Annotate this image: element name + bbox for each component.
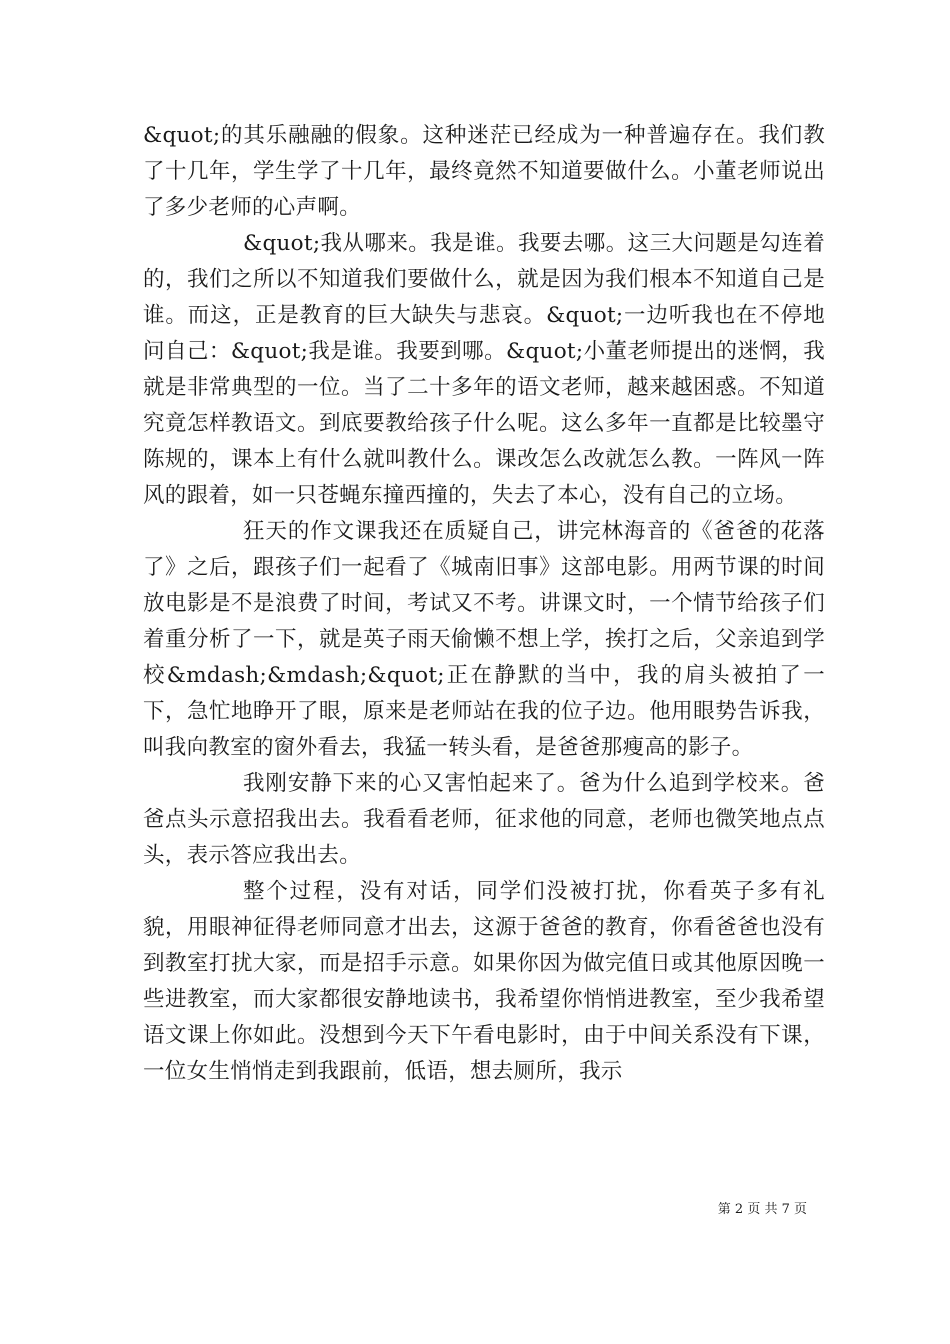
document-body: [143, 118, 825, 1090]
page-number-footer: 第 2 页 共 7 页: [717, 1202, 807, 1217]
paragraph-2: &quot;我从哪来。我是谁。我要去哪。这三大问题是勾连着的，我们之所以不知道我们要做什么，就是因为我们根本不知道自己是谁。而这，正是教育的巨大缺失与悲哀。&quot;一边听我也在不停地问自己：&quot;我是谁。我要到哪。&quot;小董老师提出的迷惘，我就是非常典型的一位。当了二十多年的语文老师，越来越困惑。不知道究竟怎样教语文。到底要教给孩子什么呢。这么多年一直都是比较墨守陈规的，课本上有什么就叫教什么。课改怎么改就怎么教。一阵风一阵风的跟着，如一只苍蝇东撞西撞的，失去了本心，没有自己的立场。: [143, 231, 825, 508]
paragraph-4: 我刚安静下来的心又害怕起来了。爸为什么追到学校来。爸爸点头示意招我出去。我看看老师，征求他的同意，老师也微笑地点点头，表示答应我出去。: [143, 771, 825, 868]
paragraph-3: 狂天的作文课我还在质疑自己，讲完林海音的《爸爸的花落了》之后，跟孩子们一起看了《城南旧事》这部电影。用两节课的时间放电影是不是浪费了时间，考试又不考。讲课文时，一个情节给孩子们着重分析了一下，就是英子雨天偷懒不想上学，挨打之后，父亲追到学校&mdash;&mdash;&quot;正在静默的当中，我的肩头被拍了一下，急忙地睁开了眼，原来是老师站在我的位子边。他用眼势告诉我，叫我向教室的窗外看去，我猛一转头看，是爸爸那瘦高的影子。: [143, 519, 825, 760]
paragraph-1: &quot;的其乐融融的假象。这种迷茫已经成为一种普遍存在。我们教了十几年，学生学了十几年，最终竟然不知道要做什么。小董老师说出了多少老师的心声啊。: [143, 123, 825, 220]
paragraph-5: 整个过程，没有对话，同学们没被打扰，你看英子多有礼貌，用眼神征得老师同意才出去，这源于爸爸的教育，你看爸爸也没有到教室打扰大家，而是招手示意。如果你因为做完值日或其他原因晚一些进教室，而大家都很安静地读书，我希望你悄悄进教室，至少我希望语文课上你如此。没想到今天下午看电影时，由于中间关系没有下课，一位女生悄悄走到我跟前，低语，想去厕所，我示: [143, 879, 825, 1084]
